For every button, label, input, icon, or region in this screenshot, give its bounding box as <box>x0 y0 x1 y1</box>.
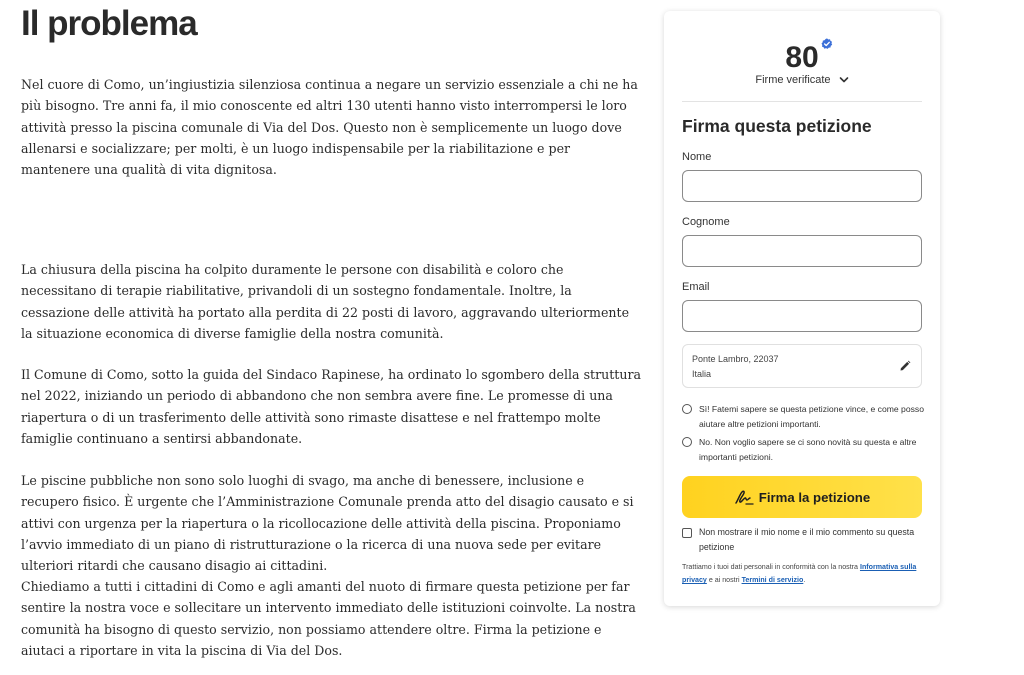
notify-no-radio[interactable] <box>682 437 692 447</box>
verified-signatures-label: Firme verificate <box>755 74 831 86</box>
hide-name-checkbox[interactable] <box>682 528 692 538</box>
hide-name-label: Non mostrare il mio nome e il mio commento su questa petizione <box>699 527 915 552</box>
last-name-label: Cognome <box>682 216 730 228</box>
email-input[interactable] <box>682 300 922 332</box>
verified-signatures-toggle[interactable] <box>664 74 940 86</box>
sign-petition-card <box>664 11 940 606</box>
first-name-input[interactable] <box>682 170 922 202</box>
divider <box>682 101 922 102</box>
article-paragraph: Chiediamo a tutti i cittadini di Como e agli amanti del nuoto di firmare questa petizione per far sentire la nostra voce e sollecitare un intervento immediato delle istituzioni coinvolte. La nostra comunità ha bisogno di questo servizio, non possiamo attendere oltre. Firma la petizione e aiutaci a riportare in vita la piscina di Via del Dos. <box>21 579 636 658</box>
email-label: Email <box>682 281 710 293</box>
article-heading: Il problema <box>21 4 197 43</box>
location-country: Italia <box>692 369 712 379</box>
privacy-notice: Trattiamo i tuoi dati personali in conformità con la nostra Informativa sulla privacy e ai nostri Termini di servizio. <box>682 563 917 584</box>
first-name-label: Nome <box>682 151 712 163</box>
signature-icon <box>734 488 754 506</box>
article-paragraph: Nel cuore di Como, un’ingiustizia silenziosa continua a negare un servizio essenziale a chi ne ha più bisogno. Tre anni fa, il mio conoscente ed altri 130 utenti hanno visto interrompersi le loro attività presso la piscina comunale di Via del Dos. Questo non è semplicemente un luogo dove allenarsi e socializzare; per molti, è un luogo indispensabile per la riabilitazione e per mantenere una qualità di vita dignitosa. <box>21 77 638 178</box>
sign-petition-label: Firma la petizione <box>758 489 871 505</box>
verified-check-icon <box>821 38 833 50</box>
form-title: Firma questa petizione <box>682 116 872 136</box>
article-paragraph: Il Comune di Como, sotto la guida del Sindaco Rapinese, ha ordinato lo sgombero della struttura nel 2022, iniziando un periodo di abbandono che non sembra avere fine. Le promesse di una riapertura o di un trasferimento delle attività sono rimaste disattese e nel frattempo molte famiglie continuano a sentirsi abbandonate. <box>21 367 641 446</box>
article-paragraph: Le piscine pubbliche non sono solo luoghi di svago, ma anche di benessere, inclusione e recupero fisico. È urgente che l’Amministrazione Comunale prenda atto del disagio causato e si attivi con urgenza per la riapertura o la ricollocazione delle attività della piscina. Proponiamo l’avvio immediato di un piano di ristrutturazione o la ricerca di una nuova sede per evitare ulteriori ritardi che causano disagio ai cittadini. <box>21 473 634 574</box>
petition-article <box>21 0 641 658</box>
sign-petition-button[interactable] <box>682 476 922 518</box>
privacy-policy-link[interactable]: Informativa sulla privacy <box>682 563 917 584</box>
last-name-input[interactable] <box>682 235 922 267</box>
terms-of-service-link[interactable]: Termini di servizio <box>741 576 804 584</box>
signature-counter <box>664 41 940 75</box>
notify-no-label: No. Non voglio sapere se ci sono novità su questa e altre importanti petizioni. <box>699 437 917 462</box>
notify-yes-label: Sì! Fatemi sapere se questa petizione vince, e come posso aiutare altre petizioni importanti. <box>699 404 924 429</box>
article-paragraph: La chiusura della piscina ha colpito duramente le persone con disabilità e coloro che necessitano di terapie riabilitative, privandoli di un sostegno fondamentale. Inoltre, la cessazione delle attività ha portato alla perdita di 22 posti di lavoro, aggravando ulteriormente la situazione economica di diverse famiglie della nostra comunità. <box>21 262 630 341</box>
location-city: Ponte Lambro, 22037 <box>692 354 779 364</box>
chevron-down-icon <box>839 76 849 84</box>
pencil-icon[interactable] <box>899 360 911 372</box>
signature-count: 80 <box>785 41 819 74</box>
location-box[interactable] <box>682 344 922 388</box>
notify-yes-radio[interactable] <box>682 404 692 414</box>
